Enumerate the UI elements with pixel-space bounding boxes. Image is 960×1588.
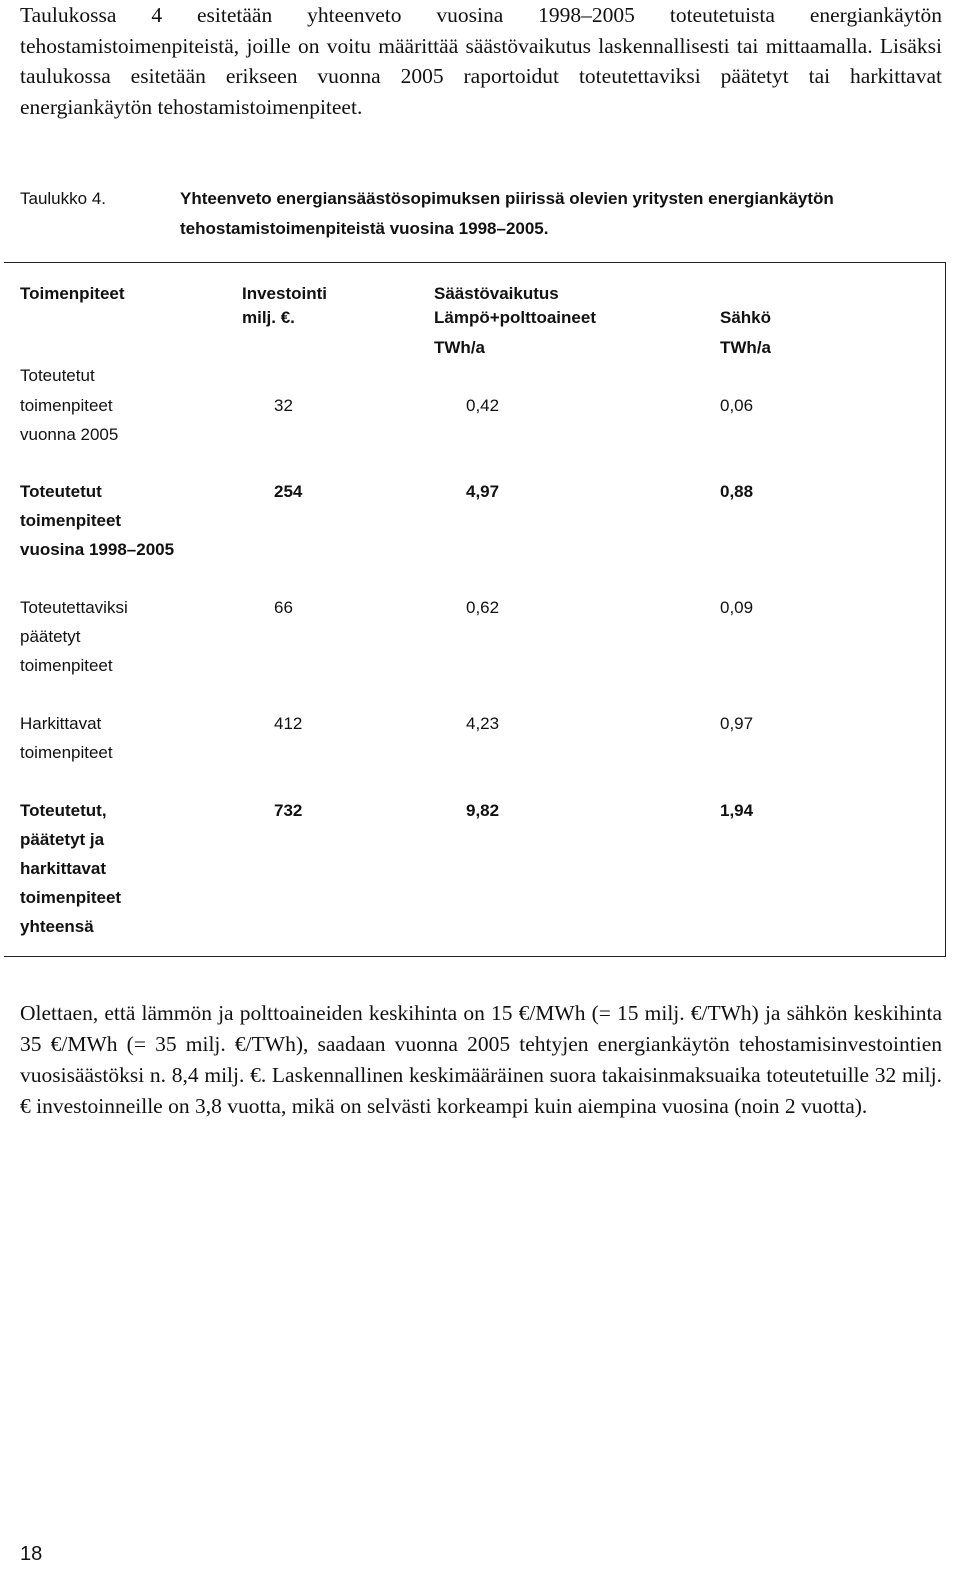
row-label: vuonna 2005 <box>20 425 119 444</box>
investment-value: 66 <box>274 598 293 617</box>
table-caption-title: Yhteenveto energiansäästösopimuksen piirissä olevien yritysten energiankäytön tehostamistoimenpiteistä vuosina 1998–2005. <box>180 189 834 238</box>
heat-value: 9,82 <box>466 801 500 820</box>
closing-paragraph: Olettaen, että lämmön ja polttoaineiden keskihinta on 15 €/MWh (= 15 milj. €/TWh) ja sähkön keskihinta 35 €/MWh (= 35 milj. €/TWh), saadaan vuonna 2005 tehtyjen energiankäytön tehostamisinvestointien vuosisäästöksi n. 8,4 milj. €. Laskennallinen keskimääräinen suora takaisinmaksuaika toteutetuille 32 milj. € investoinneille on 3,8 vuotta, mikä on selvästi korkeampi kuin aiempina vuosina (noin 2 vuotta). <box>20 1001 942 1118</box>
header-electricity: Sähkö <box>720 308 772 327</box>
page-number: 18 <box>20 1543 43 1565</box>
row-label: harkittavat <box>20 859 106 878</box>
header-savings: Säästövaikutus <box>434 284 559 303</box>
heat-value: 0,62 <box>466 598 500 617</box>
row-label: toimenpiteet <box>20 511 122 530</box>
row-label: vuosina 1998–2005 <box>20 540 175 559</box>
header-heat-fuel: Lämpö+polttoaineet <box>434 308 596 327</box>
electricity-value: 0,06 <box>720 396 754 415</box>
header-heat-unit: TWh/a <box>434 338 485 357</box>
electricity-value: 0,09 <box>720 598 754 617</box>
header-electricity-unit: TWh/a <box>720 338 771 357</box>
header-investment-unit: milj. €. <box>242 308 295 327</box>
electricity-value: 0,88 <box>720 482 754 501</box>
summary-table <box>4 262 946 957</box>
row-label: Toteutettaviksi <box>20 598 128 617</box>
row-label: päätetyt <box>20 627 81 646</box>
table-caption-label: Taulukko 4. <box>20 189 106 208</box>
investment-value: 412 <box>274 714 303 733</box>
row-label: päätetyt ja <box>20 830 105 849</box>
heat-value: 4,97 <box>466 482 500 501</box>
row-label: toimenpiteet <box>20 743 113 762</box>
row-label: Toteutetut, <box>20 801 107 820</box>
row-label: yhteensä <box>20 917 94 936</box>
row-label: toimenpiteet <box>20 888 122 907</box>
investment-value: 32 <box>274 396 293 415</box>
heat-value: 0,42 <box>466 396 500 415</box>
row-label: Harkittavat <box>20 714 102 733</box>
header-investment: Investointi <box>242 284 328 303</box>
row-label: Toteutetut <box>20 366 95 385</box>
row-label: Toteutetut <box>20 482 102 501</box>
heat-value: 4,23 <box>466 714 500 733</box>
row-label: toimenpiteet <box>20 396 113 415</box>
intro-paragraph: Taulukossa 4 esitetään yhteenveto vuosina 1998–2005 toteutetuista energiankäytön tehostamistoimenpiteistä, joille on voitu määrittää säästövaikutus laskennallisesti tai mittaamalla. Lisäksi taulukossa esitetään erikseen vuonna 2005 raportoidut toteutettaviksi päätetyt tai harkittavat energiankäytön tehostamistoimenpiteet. <box>20 3 942 119</box>
electricity-value: 0,97 <box>720 714 754 733</box>
investment-value: 732 <box>274 801 303 820</box>
header-measures: Toimenpiteet <box>20 284 125 303</box>
electricity-value: 1,94 <box>720 801 754 820</box>
investment-value: 254 <box>274 482 303 501</box>
row-label: toimenpiteet <box>20 656 113 675</box>
